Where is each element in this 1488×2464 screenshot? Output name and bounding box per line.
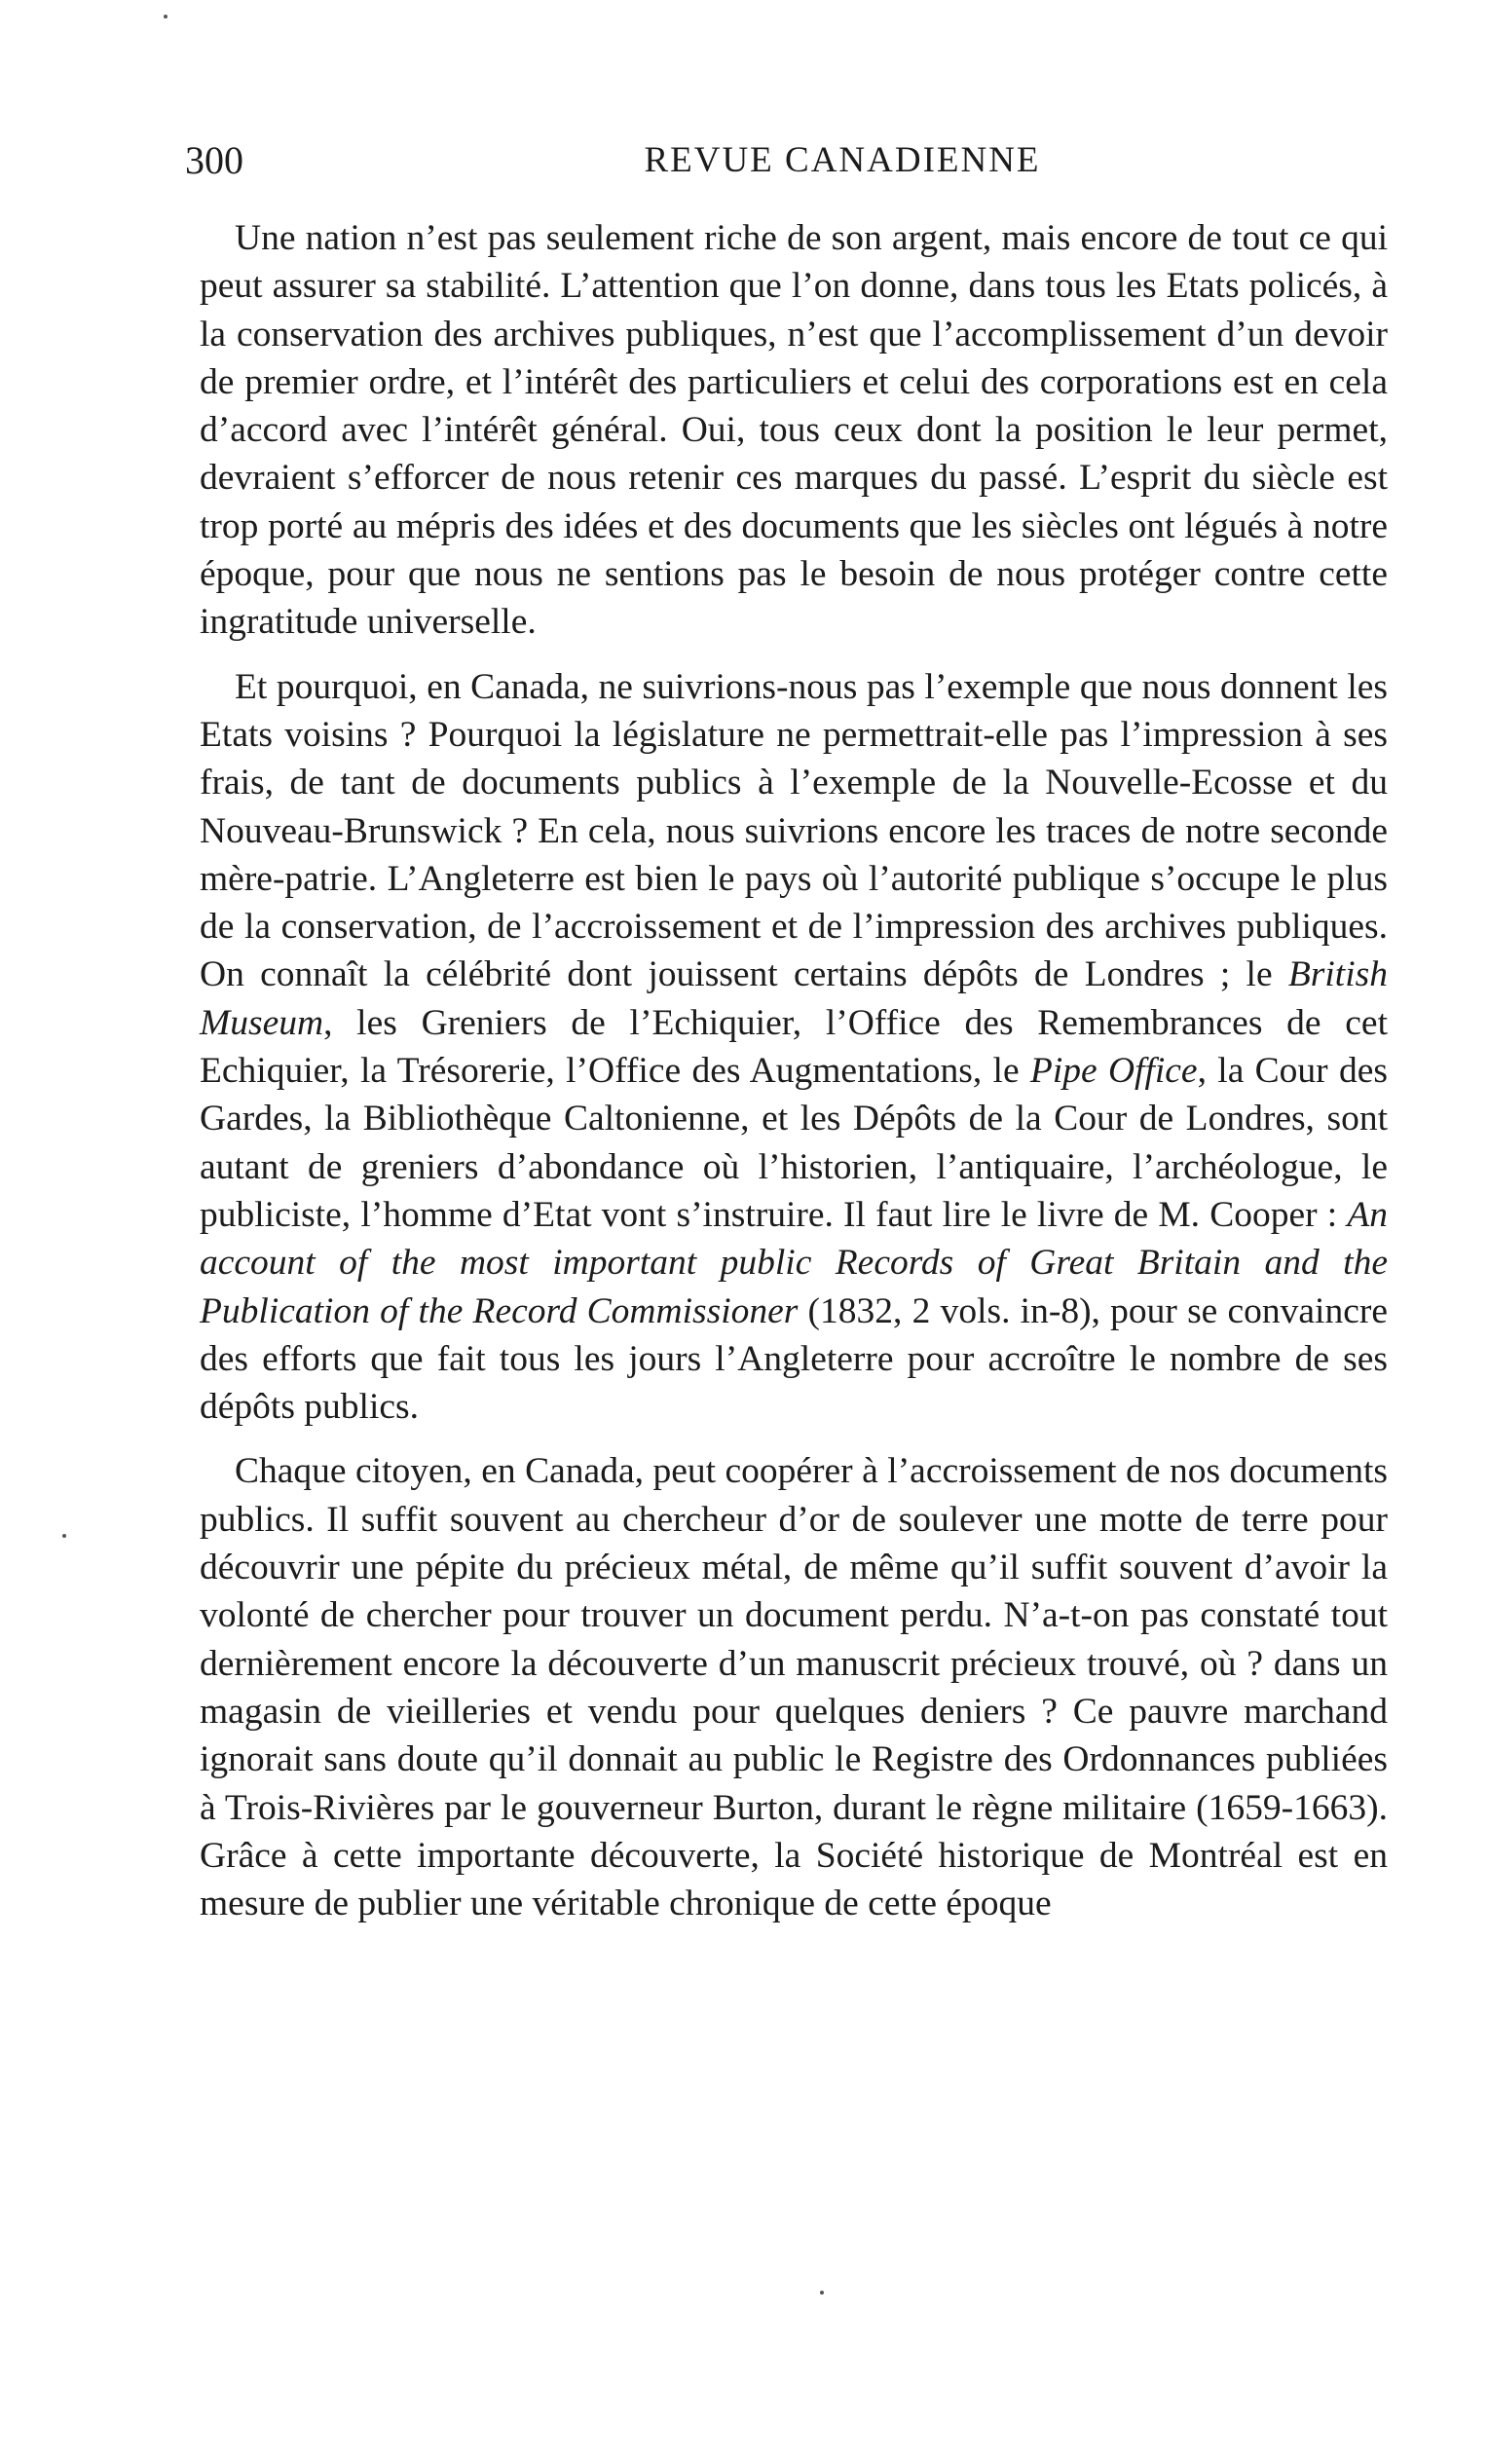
paragraph-2-text-d: (1832, 2 vols. in-8), pour se convaincre des efforts que fait tous les jours l’Angleterre pour accroître le nombre de ses dépôts publics.	[200, 1290, 1388, 1428]
running-title: REVUE CANADIENNE	[644, 140, 1041, 180]
paragraph-3	[200, 1447, 1388, 1927]
paragraph-2-text-c: , la Cour des Gardes, la Bibliothèque Caltonienne, et les Dépôts de la Cour de Londres, sont autant de greniers d’abondance où l’historien, l’antiquaire, l’archéologue, le publiciste, l’homme d’Etat vont s’instruire. Il faut lire le livre de M. Cooper :	[200, 1051, 1388, 1235]
paragraph-2-text-b: , les Greniers de l’Echiquier, l’Office des Remembrances de cet Echiquier, la Trésorerie, l’Office des Augmentations, le	[200, 1002, 1388, 1092]
paragraph-2	[200, 663, 1388, 1432]
page-header	[185, 131, 1383, 190]
page-number: 300	[185, 138, 243, 182]
scan-speck	[62, 1534, 66, 1538]
paragraph-3-text: Chaque citoyen, en Canada, peut coopérer à l’accroissement de nos documents publics. Il suffit souvent au chercheur d’or de soulever une motte de terre pour découvrir une pépite du précieux métal, de même qu’il suffit souvent d’avoir la volonté de chercher pour trouver un document perdu. N’a-t-on pas constaté tout dernièrement encore la découverte d’un manuscrit précieux trouvé, où ? dans un magasin de vieilleries et vendu pour quelques deniers ? Ce pauvre marchand ignorait sans doute qu’il donnait au public le Registre des Ordonnances publiées à Trois-Rivières par le gouverneur Burton, durant le règne militaire (1659-1663). Grâce à cette importante découverte, la Société historique de Montréal est en mesure de publier une véritable chronique de cette époque	[200, 1451, 1388, 1924]
italic-british-museum: British Museum	[200, 954, 1388, 1043]
body-text	[200, 214, 1388, 1927]
scan-speck	[164, 15, 167, 19]
paragraph-1-text: Une nation n’est pas seulement riche de son argent, mais encore de tout ce qui peut assurer sa stabilité. L’attention que l’on donne, dans tous les Etats policés, à la conservation des archives publiques, n’est que l’accomplissement d’un devoir de premier ordre, et l’intérêt des particuliers et celui des corporations est en cela d’accord avec l’intérêt général. Oui, tous ceux dont la position le leur permet, devraient s’efforcer de nous retenir ces marques du passé. L’esprit du siècle est trop porté au mépris des idées et des documents que les siècles ont légués à notre époque, pour que nous ne sentions pas le besoin de nous protéger contre cette ingratitude universelle.	[200, 218, 1388, 643]
italic-book-title: An account of the most important public Records of Great Britain and the Publication of the Record Commissioner	[200, 1194, 1388, 1331]
paragraph-1	[200, 214, 1388, 647]
scan-speck	[820, 2291, 824, 2295]
italic-pipe-office: Pipe Office	[1029, 1051, 1198, 1092]
paragraph-2-text-a: Et pourquoi, en Canada, ne suivrions-nous pas l’exemple que nous donnent les Etats voisins ? Pourquoi la législature ne permettrait-elle pas l’impression à ses frais, de tant de documents publics à l’exemple de la Nouvelle-Ecosse et du Nouveau-Brunswick ? En cela, nous suivrions encore les traces de notre seconde mère-patrie. L’Angleterre est bien le pays où l’autorité publique s’occupe le plus de la conservation, de l’accroissement et de l’impression des archives publiques. On connaît la célébrité dont jouissent certains dépôts de Londres ; le	[200, 666, 1388, 995]
